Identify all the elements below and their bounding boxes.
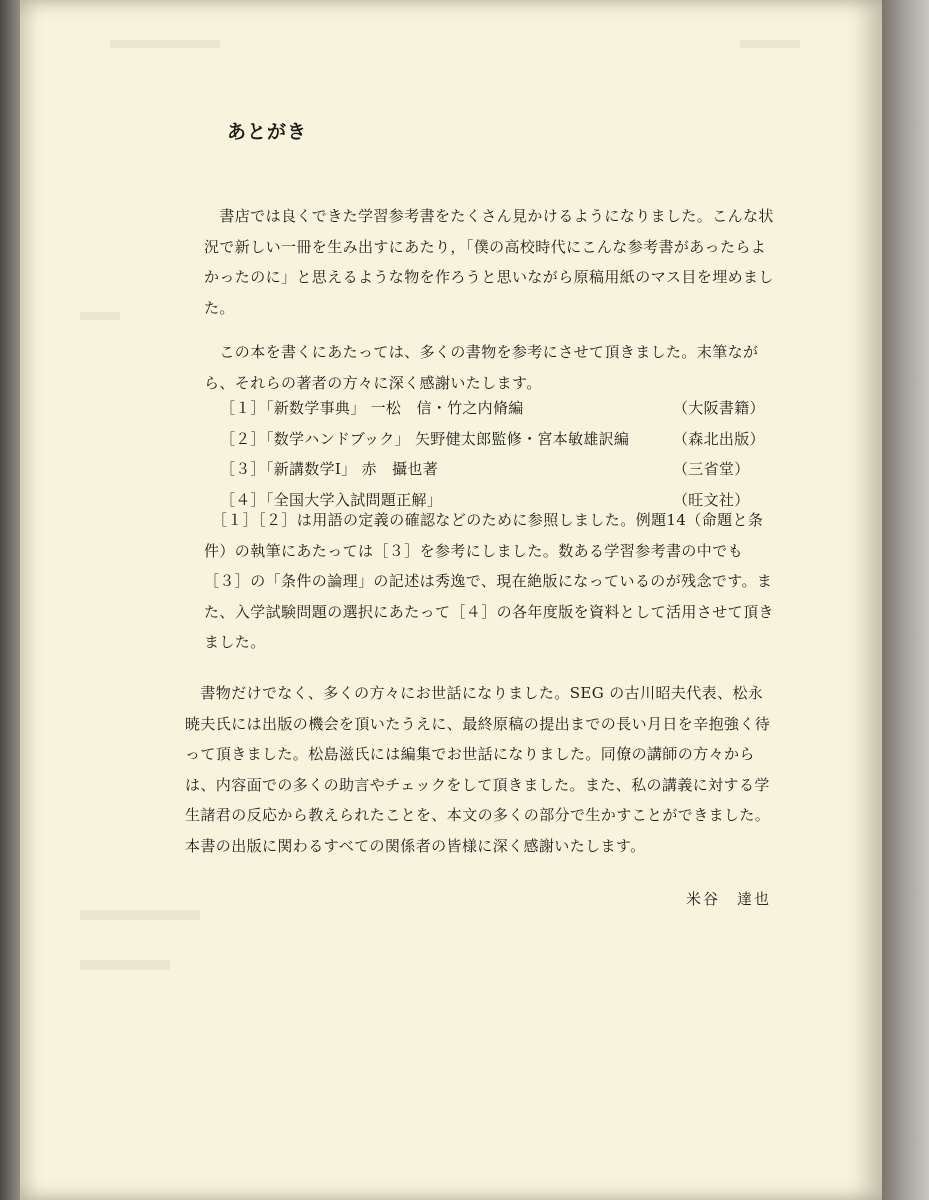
reference-title: ［２］「数学ハンドブック」 矢野健太郎監修・宮本敏雄訳編: [220, 429, 630, 448]
reference-item: [204, 393, 784, 424]
paragraph-acknowledgements: 書物だけでなく、多くの方々にお世話になりました。SEG の古川昭夫代表、松永暁夫氏には出版の機会を頂いたうえに、最終原稿の提出までの長い月日を辛抱強く待って頂きました。松島滋氏には編集でお世話になりました。同僚の講師の方々からは、内容面での多くの助言やチェックをして頂きました。また、私の講義に対する学生諸君の反応から教えられたことを、本文の多くの部分で生かすことができました。本書の出版に関わるすべての関係者の皆様に深く感謝いたします。: [185, 684, 771, 855]
show-through-text: [80, 910, 200, 920]
reference-title: ［１］「新数学事典」 一松 信・竹之内脩編: [220, 399, 524, 417]
reference-publisher: （森北出版）: [673, 429, 765, 448]
paragraph-reference-usage: ［１］［２］は用語の定義の確認などのために参照しました。例題14（命題と条件）の執筆にあたっては［３］を参考にしました。数ある学習参考書の中でも［３］の「条件の論理」の記述は秀逸で、現在絶版になっているのが残念です。また、入学試験問題の選択にあたって［４］の各年度版を資料として活用させて頂きました。: [204, 511, 774, 651]
reference-item: [204, 424, 784, 455]
page-title: あとがき: [227, 121, 308, 143]
reference-list: [204, 393, 784, 515]
show-through-text: [110, 40, 220, 48]
reference-publisher: （大阪書籍）: [673, 399, 765, 417]
paragraph-references-intro: この本を書くにあたっては、多くの書物を参考にさせて頂きました。末筆ながら、それらの著者の方々に深く感謝いたします。: [204, 343, 759, 392]
book-page: [20, 0, 882, 1200]
reference-title: ［３］「新講数学Ⅰ」 赤 攝也著: [220, 460, 438, 478]
paragraph-intro: 書店では良くできた学習参考書をたくさん見かけるようになりました。こんな状況で新しい一冊を生み出すにあたり，「僕の高校時代にこんな参考書があったらよかったのに」と思えるような物を作ろうと思いながら原稿用紙のマス目を埋めました。: [204, 207, 774, 317]
reference-item: [204, 454, 784, 485]
reference-publisher: （旺文社）: [673, 490, 750, 509]
reference-title: ［４］「全国大学入試問題正解」: [220, 490, 443, 509]
author-signature: 米谷 達也: [686, 890, 772, 908]
show-through-text: [740, 40, 800, 48]
show-through-text: [80, 960, 170, 970]
show-through-text: [80, 312, 120, 320]
reference-publisher: （三省堂）: [673, 460, 750, 478]
